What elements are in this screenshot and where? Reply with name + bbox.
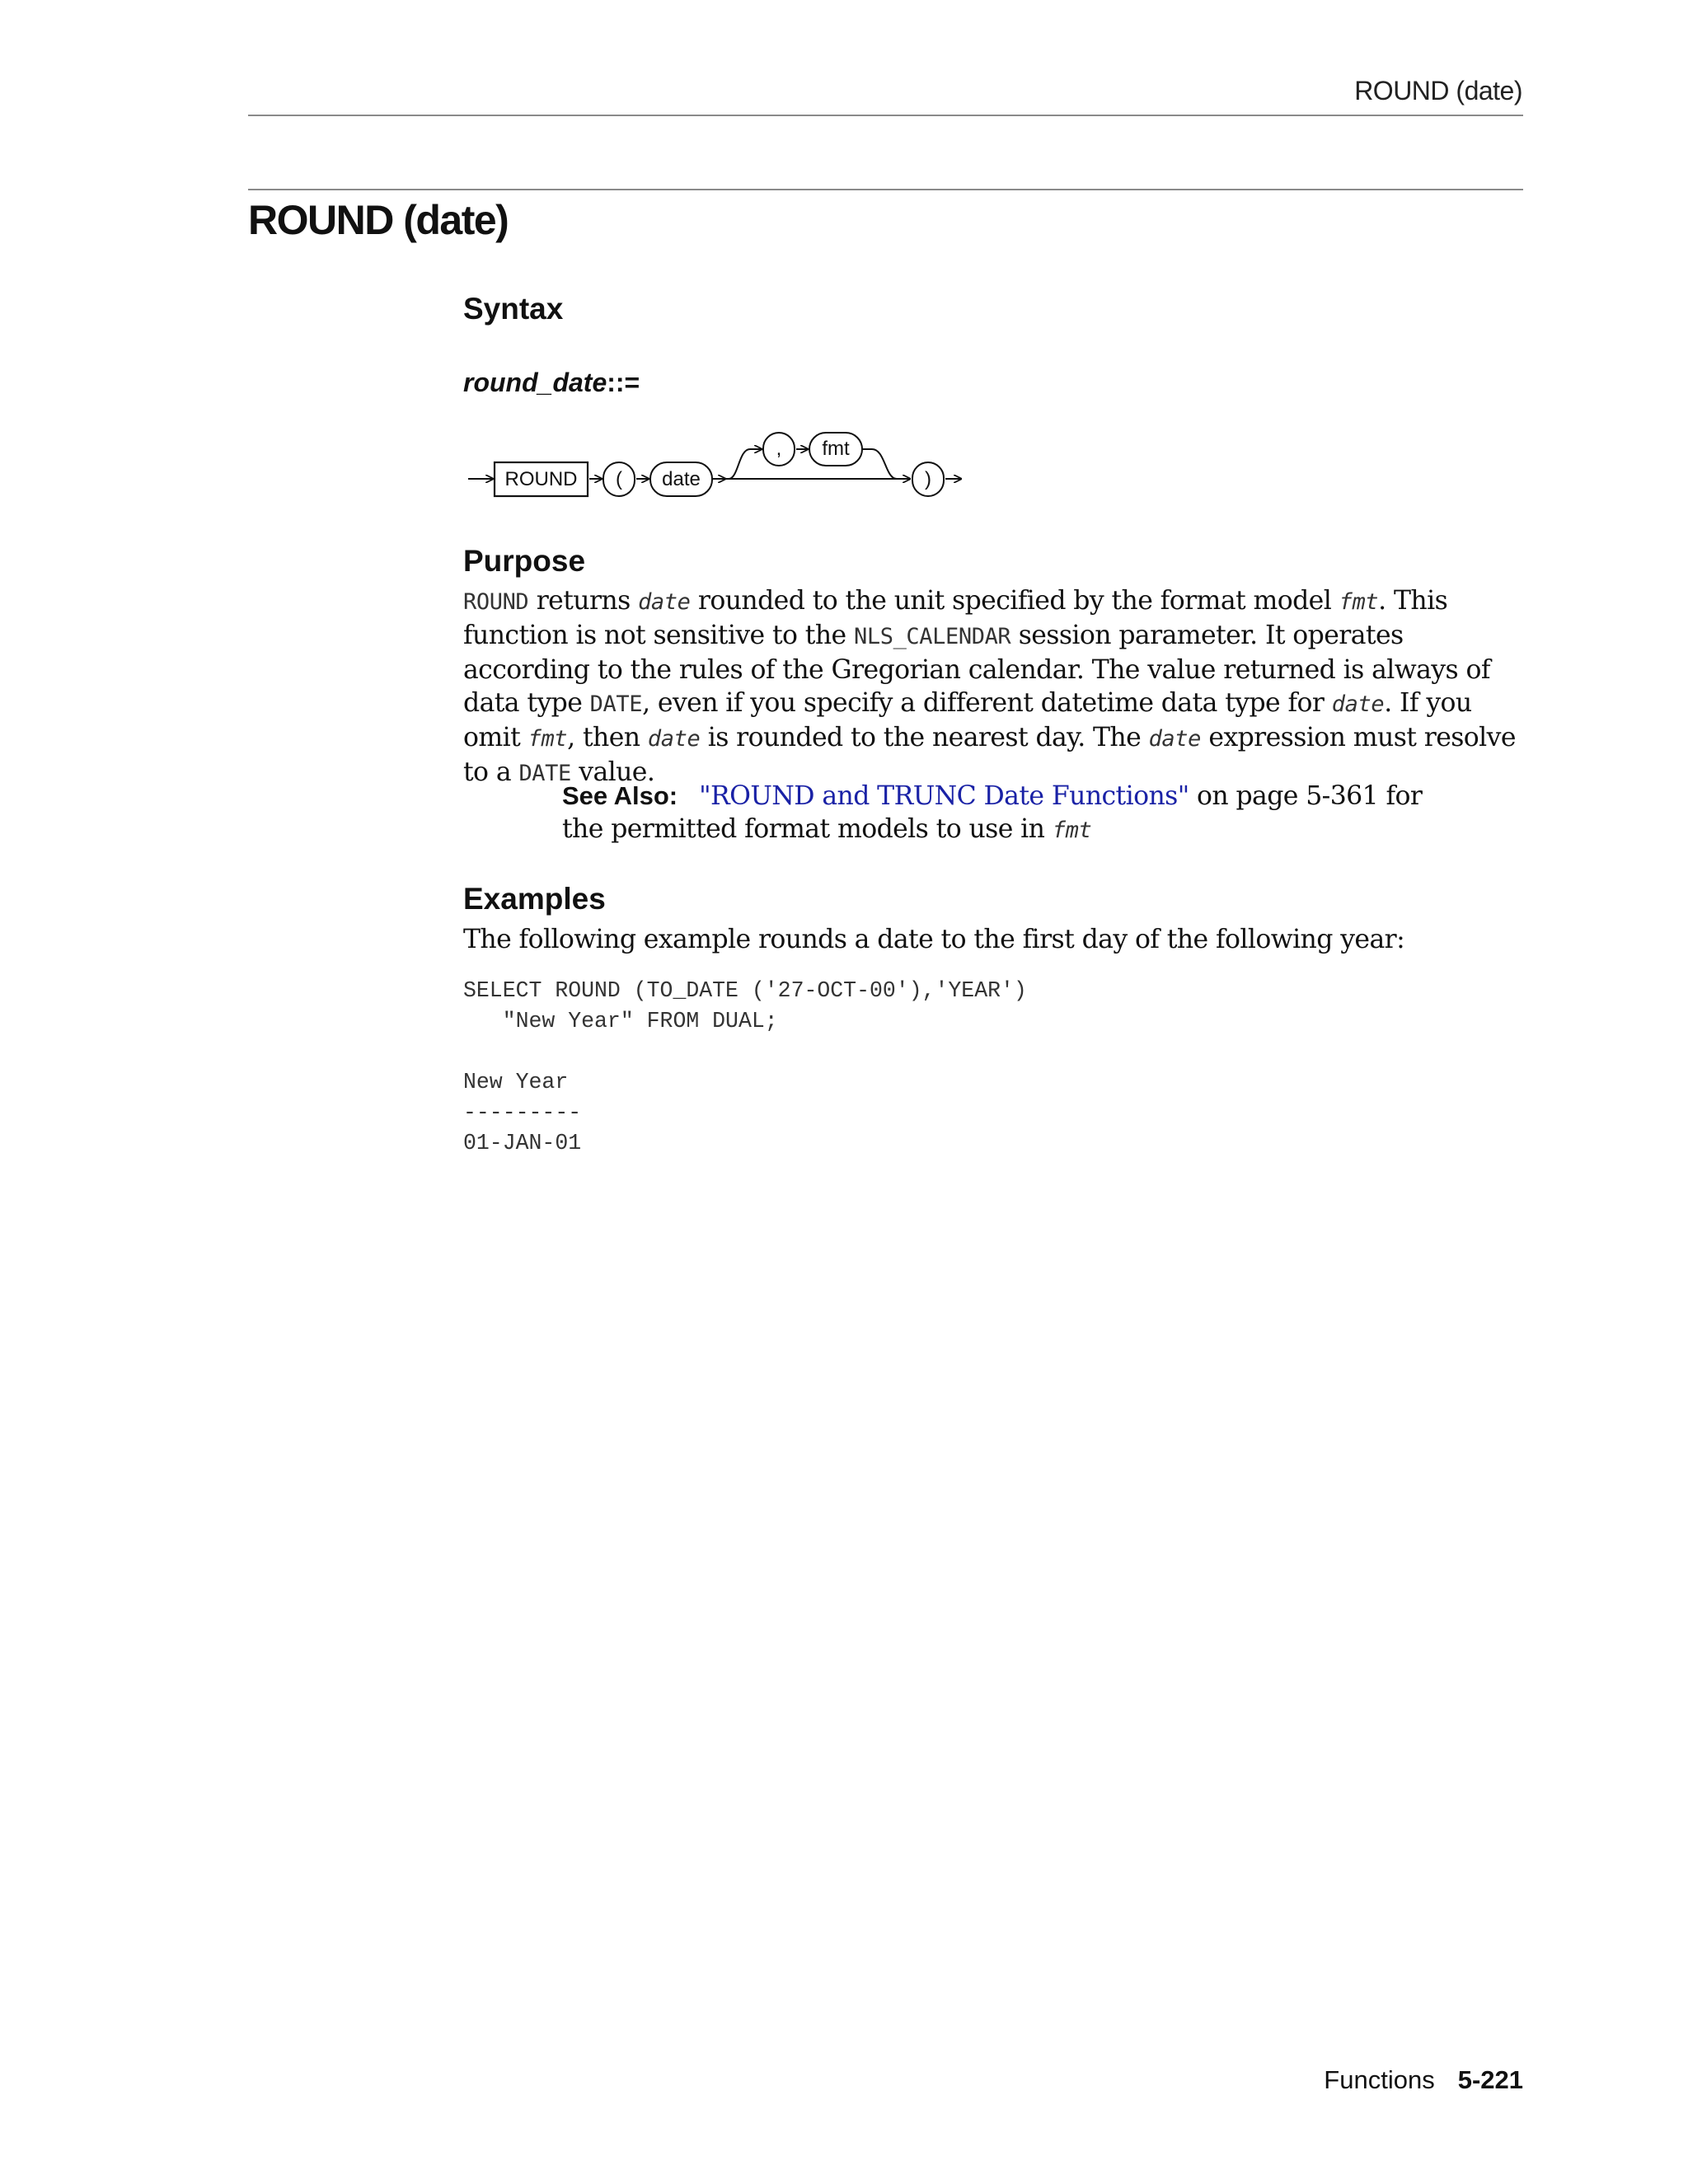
inline-variable: fmt bbox=[1339, 589, 1379, 615]
comma-node bbox=[763, 433, 795, 466]
code-line: New Year bbox=[463, 1070, 569, 1094]
purpose-text: , even if you specify a different datetime data type for bbox=[642, 688, 1332, 718]
examples-heading: Examples bbox=[463, 882, 606, 916]
inline-code: NLS_CALENDAR bbox=[854, 624, 1011, 649]
see-also-text: on page 5-361 for the permitted format models to use in bbox=[562, 781, 1423, 844]
code-line bbox=[463, 1037, 1027, 1067]
date-arg-label: date bbox=[662, 468, 701, 490]
purpose-text: . If you omit bbox=[463, 688, 1472, 752]
page-number: 5-221 bbox=[1457, 2065, 1523, 2094]
purpose-text: session parameter. It operates according to the rules of the Gregorian calendar. The value returned is always of data type bbox=[463, 621, 1490, 718]
code-line: --------- bbox=[463, 1100, 582, 1125]
inline-code: DATE bbox=[589, 691, 643, 717]
purpose-text: expression must resolve to a bbox=[463, 723, 1516, 787]
syntax-heading: Syntax bbox=[463, 292, 564, 326]
syntax-production bbox=[463, 364, 640, 401]
running-header: ROUND (date) bbox=[1354, 76, 1522, 105]
purpose-text: rounded to the unit specified by the format model bbox=[690, 586, 1339, 616]
header-rule bbox=[248, 115, 1523, 116]
purpose-paragraph bbox=[463, 584, 1526, 790]
inline-variable: date bbox=[1331, 691, 1385, 717]
keyword-round-label: ROUND bbox=[504, 468, 578, 490]
inline-variable: fmt bbox=[528, 726, 568, 752]
syntax-railroad-diagram bbox=[463, 422, 974, 504]
purpose-heading: Purpose bbox=[463, 544, 586, 578]
purpose-text: . This function is not sensitive to the bbox=[463, 586, 1448, 650]
see-also-note bbox=[562, 780, 1452, 847]
code-example bbox=[463, 976, 1027, 1159]
purpose-text: returns bbox=[528, 586, 639, 616]
inline-variable: date bbox=[647, 726, 701, 752]
open-paren-label: ( bbox=[616, 468, 622, 490]
open-paren-node bbox=[603, 462, 635, 496]
examples-intro: The following example rounds a date to the first day of the following year: bbox=[463, 925, 1405, 954]
page-footer bbox=[1324, 2064, 1523, 2097]
close-paren-label: ) bbox=[925, 468, 931, 490]
code-line: 01-JAN-01 bbox=[463, 1131, 582, 1155]
keyword-round-box bbox=[495, 462, 588, 496]
code-line: SELECT ROUND (TO_DATE ('27-OCT-00'),'YEAR') bbox=[463, 978, 1027, 1003]
inline-code: DATE bbox=[518, 761, 571, 786]
inline-variable: date bbox=[1148, 726, 1201, 752]
code-line: "New Year" FROM DUAL; bbox=[463, 1009, 778, 1033]
purpose-text: value. bbox=[570, 757, 655, 787]
purpose-text: is rounded to the nearest day. The bbox=[700, 723, 1149, 752]
fmt-arg-label: fmt bbox=[822, 438, 850, 460]
date-arg-node bbox=[650, 462, 712, 496]
round-trunc-date-functions-link[interactable]: "ROUND and TRUNC Date Functions" bbox=[699, 781, 1189, 811]
page-title: ROUND (date) bbox=[248, 197, 509, 243]
comma-label: , bbox=[776, 438, 782, 460]
footer-section: Functions bbox=[1324, 2065, 1435, 2094]
inline-variable: date bbox=[638, 589, 691, 615]
close-paren-node bbox=[912, 462, 944, 496]
inline-code: ROUND bbox=[463, 589, 529, 615]
purpose-text: , then bbox=[567, 723, 648, 752]
title-rule bbox=[248, 189, 1523, 190]
production-operator: ::= bbox=[607, 368, 640, 397]
production-name: round_date bbox=[463, 368, 607, 397]
see-also-label: See Also: bbox=[562, 781, 678, 810]
fmt-arg-node bbox=[809, 433, 862, 466]
see-also-fmt: fmt bbox=[1052, 818, 1092, 843]
